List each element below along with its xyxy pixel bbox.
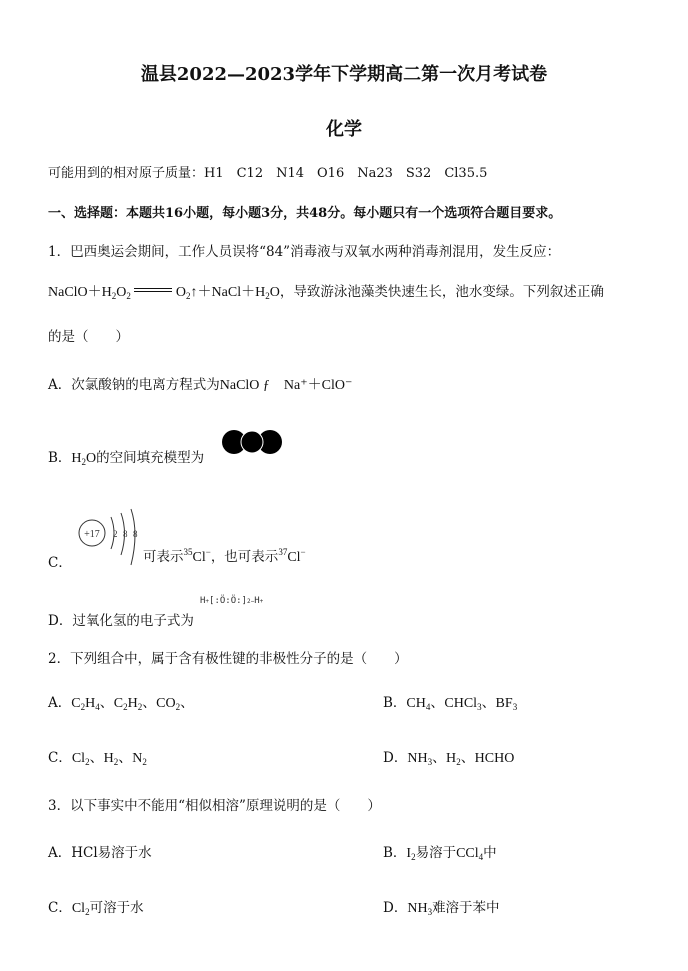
- svg-text:8: 8: [123, 529, 128, 539]
- q1-option-d: D．过氧化氢的电子式为: [48, 613, 194, 629]
- q2-option-b: B．$CH_4$、CHCl$_3$、$BF_3$: [383, 695, 518, 712]
- q3-option-a: A．HCl易溶于水: [48, 845, 152, 861]
- q1-stem-end: 的是（ ）: [48, 329, 129, 345]
- q1-equation: $NaClO+H_2O_2$ $O_2↑+NaCl+H_2O$，导致游泳池藻类快速生长，池水变绿。下列叙述正确: [48, 284, 604, 301]
- q1-option-c-label: C．: [48, 555, 72, 571]
- q1-eq-tail: ，导致游泳池藻类快速生长，池水变绿。下列叙述正确: [279, 284, 604, 300]
- exam-title: 温县2022—2023学年下学期高二第一次月考试卷: [140, 64, 548, 85]
- chlorine-atom-structure: [75, 505, 145, 573]
- q3-option-c: C．$Cl_2$可溶于水: [48, 900, 144, 917]
- q1-stem: 1．巴西奥运会期间，工作人员误将“84”消毒液与双氧水两种消毒剂混用，发生反应：: [48, 244, 561, 260]
- atomic-masses: 可能用到的相对原子质量：H1 C12 N14 O16 Na23 S32 Cl35.5: [48, 166, 488, 181]
- svg-text:2: 2: [113, 529, 118, 539]
- q1-a-equation: NaClO ƒ Na⁺＋ClO⁻: [219, 378, 353, 393]
- q2-option-d: D．$NH_3$、$H_2$、HCHO: [383, 750, 515, 767]
- q3-option-b: B．$I_2$易溶于CCl$_4$中: [383, 845, 497, 862]
- q2-option-c: C．$Cl_2$、$H_2$、$N_2$: [48, 750, 147, 767]
- q3-stem: 3．以下事实中不能用“相似相溶”原理说明的是（ ）: [48, 798, 381, 814]
- q2-option-a: A．$C_2H_4$、$C_2H_2$、$CO_2$、: [48, 695, 195, 712]
- q3-option-d: D．$NH_3$难溶于苯中: [383, 900, 500, 917]
- subject-title: 化学: [326, 119, 362, 140]
- svg-text:8: 8: [133, 529, 138, 539]
- q1-option-a: A．次氯酸钠的电离方程式为NaClO ƒ Na⁺＋ClO⁻: [48, 377, 353, 393]
- q1-option-b: B．$H_2O$的空间填充模型为: [48, 450, 205, 467]
- h2o2-electron-formula: H+[:Ö:Ö:]2−H+: [200, 596, 264, 606]
- q1-option-c-text: 可表示$^{35}$Cl−，也可表示$^{37}$Cl−: [143, 547, 306, 565]
- svg-text:+17: +17: [84, 529, 100, 540]
- q2-stem: 2．下列组合中，属于含有极性键的非极性分子的是（ ）: [48, 651, 408, 667]
- section-heading: 一、选择题：本题共16小题，每小题3分，共48分。每小题只有一个选项符合题目要求。: [48, 206, 562, 221]
- water-space-filling-model: [220, 428, 286, 456]
